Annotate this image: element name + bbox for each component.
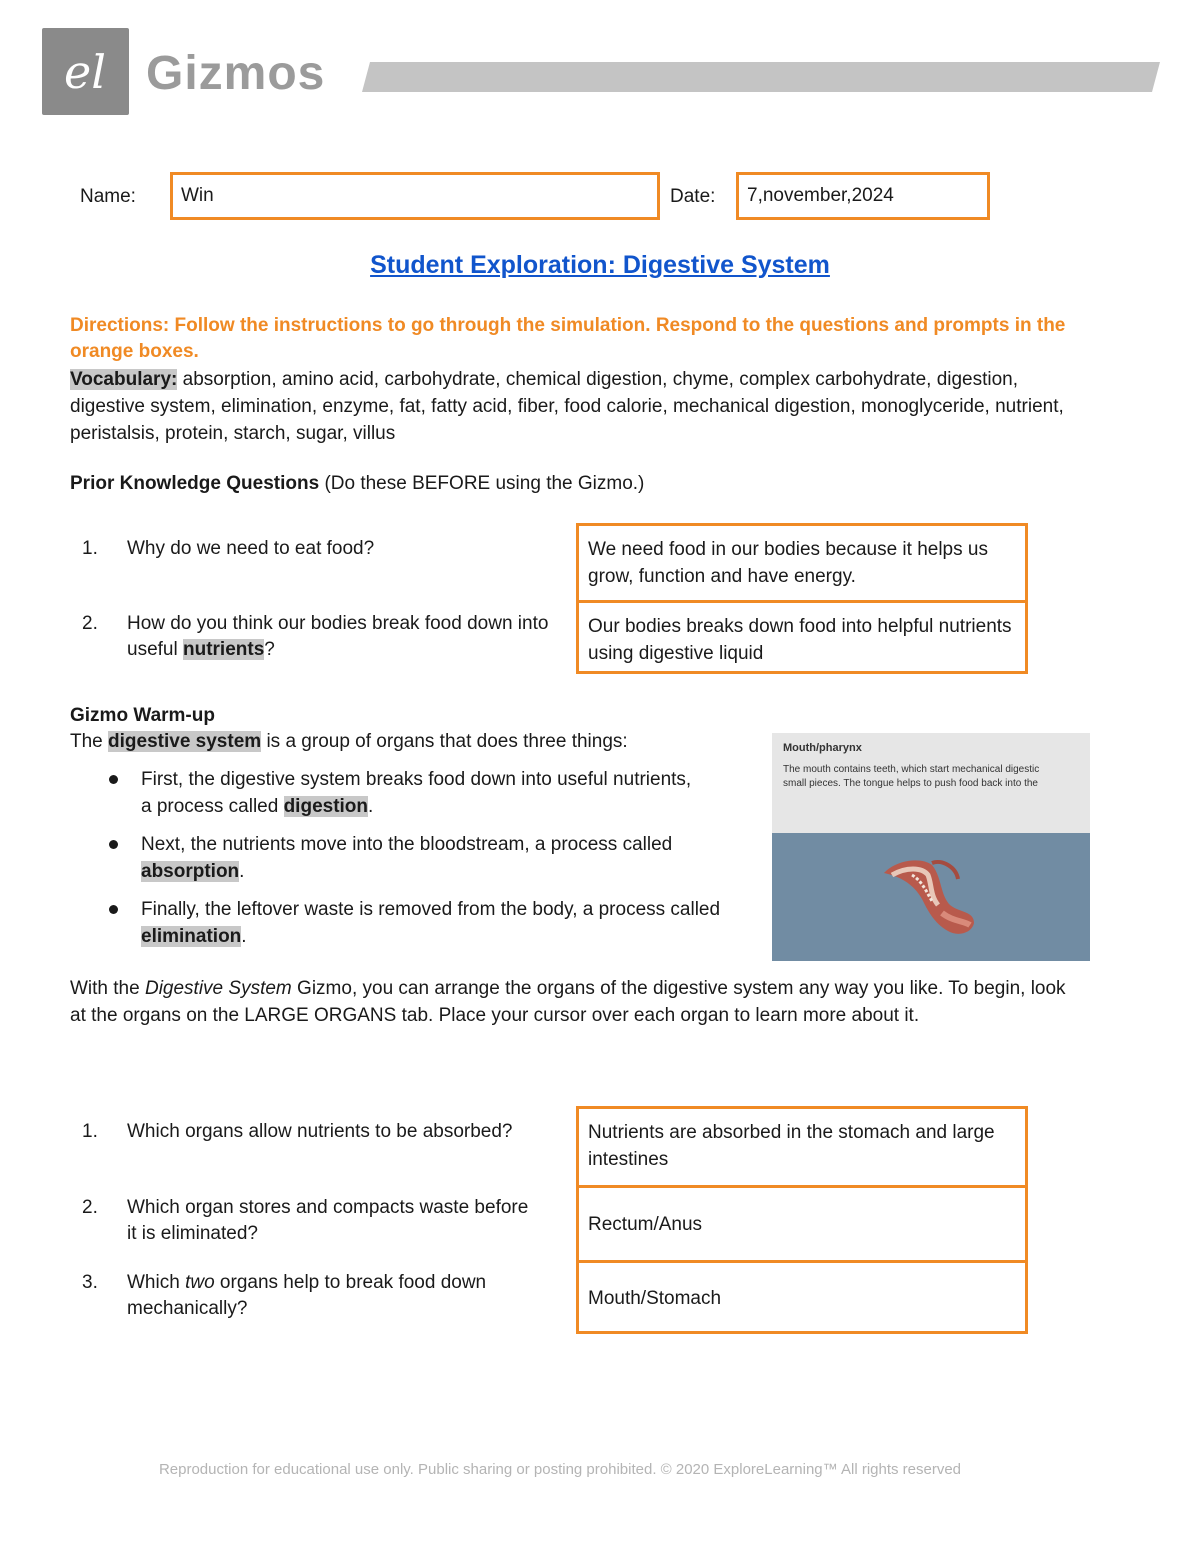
date-field[interactable]: 7,november,2024 xyxy=(736,172,990,220)
name-field[interactable]: Win xyxy=(170,172,660,220)
mouth-organ-icon xyxy=(772,833,1090,961)
elimination-term: elimination xyxy=(141,926,242,947)
digestive-system-term: digestive system xyxy=(108,731,262,752)
answer-box[interactable]: Our bodies breaks down food into helpful nutrients using digestive liquid xyxy=(579,600,1025,671)
question-number: 1. xyxy=(82,538,98,559)
nutrients-term: nutrients xyxy=(182,639,265,660)
digestion-term: digestion xyxy=(283,796,369,817)
question-number: 3. xyxy=(82,1272,98,1293)
question-text: Which two organs help to break food down mechanically? xyxy=(127,1272,487,1319)
gizmo-screenshot xyxy=(772,733,1090,961)
prior-answers-table xyxy=(576,523,1028,674)
answer-box[interactable]: Nutrients are absorbed in the stomach and large intestines xyxy=(588,1122,995,1170)
name-label: Name: xyxy=(80,186,136,207)
answer-box[interactable]: Mouth/Stomach xyxy=(579,1260,1025,1334)
warmup-paragraph: With the Digestive System Gizmo, you can arrange the organs of the digestive system any way you like. To begin, look at the organs on the LARGE ORGANS tab. Place your cursor over each organ to learn more about it. xyxy=(70,978,1066,1026)
question-text: Which organs allow nutrients to be absorbed? xyxy=(127,1121,513,1142)
prior-knowledge-note: (Do these BEFORE using the Gizmo.) xyxy=(324,473,645,494)
question-text: Which organ stores and compacts waste before it is eliminated? xyxy=(127,1197,529,1244)
gizmo-info-panel xyxy=(772,733,1090,833)
gizmos-brand: Gizmos xyxy=(146,47,326,100)
directions: Directions: Follow the instructions to go through the simulation. Respond to the questions and prompts in the orange boxes. xyxy=(70,315,1066,362)
warmup-heading: Gizmo Warm-up xyxy=(70,705,215,726)
bullet-icon xyxy=(109,905,118,914)
question-text: How do you think our bodies break food down into useful nutrients? xyxy=(127,613,549,660)
gizmo-view-area xyxy=(772,833,1090,961)
absorption-term: absorption xyxy=(141,861,240,882)
footer-notice: Reproduction for educational use only. Public sharing or posting prohibited. © 2020 ExploreLearning™ All rights reserved xyxy=(158,1461,962,1478)
explorelearning-logo xyxy=(42,28,129,115)
list-item: First, the digestive system breaks food down into useful nutrients, a process called digestion. xyxy=(141,769,692,817)
logo-mark-icon xyxy=(42,28,129,115)
gizmo-name: Digestive System xyxy=(144,978,292,999)
prior-knowledge-heading: Prior Knowledge Questions (Do these BEFORE using the Gizmo.) xyxy=(70,473,645,494)
vocabulary xyxy=(70,366,1090,447)
question-number: 1. xyxy=(82,1121,98,1142)
vocabulary-terms: absorption, amino acid, carbohydrate, chemical digestion, chyme, complex carbohydrate, digestion, digestive system, elimination, enzyme, fat, fatty acid, fiber, food calorie, mechanical digestion, monoglyceride, nutrient, peristalsis, protein, starch, sugar, villus xyxy=(70,369,1064,444)
warmup-answers-table xyxy=(576,1106,1028,1334)
vocabulary-label: Vocabulary: xyxy=(70,369,178,390)
question-number: 2. xyxy=(82,613,98,634)
gizmo-organ-description: The mouth contains teeth, which start mechanical digestic small pieces. The tongue helps to push food back into the xyxy=(783,764,1040,789)
answer-box[interactable]: We need food in our bodies because it helps us grow, function and have energy. xyxy=(588,539,988,587)
list-item: Next, the nutrients move into the bloodstream, a process called absorption. xyxy=(141,834,673,882)
svg-text:el: el xyxy=(64,45,106,99)
warmup-intro: The digestive system is a group of organs that does three things: xyxy=(70,731,628,752)
question-text: Why do we need to eat food? xyxy=(127,538,375,559)
header-bar xyxy=(362,62,1160,92)
gizmo-organ-title: Mouth/pharynx xyxy=(783,742,862,754)
list-item: Finally, the leftover waste is removed from the body, a process called elimination. xyxy=(141,899,721,947)
bullet-icon xyxy=(109,775,118,784)
date-label: Date: xyxy=(670,186,716,207)
bullet-icon xyxy=(109,840,118,849)
question-number: 2. xyxy=(82,1197,98,1218)
page-title: Student Exploration: Digestive System xyxy=(370,251,830,279)
answer-box[interactable]: Rectum/Anus xyxy=(579,1185,1025,1260)
